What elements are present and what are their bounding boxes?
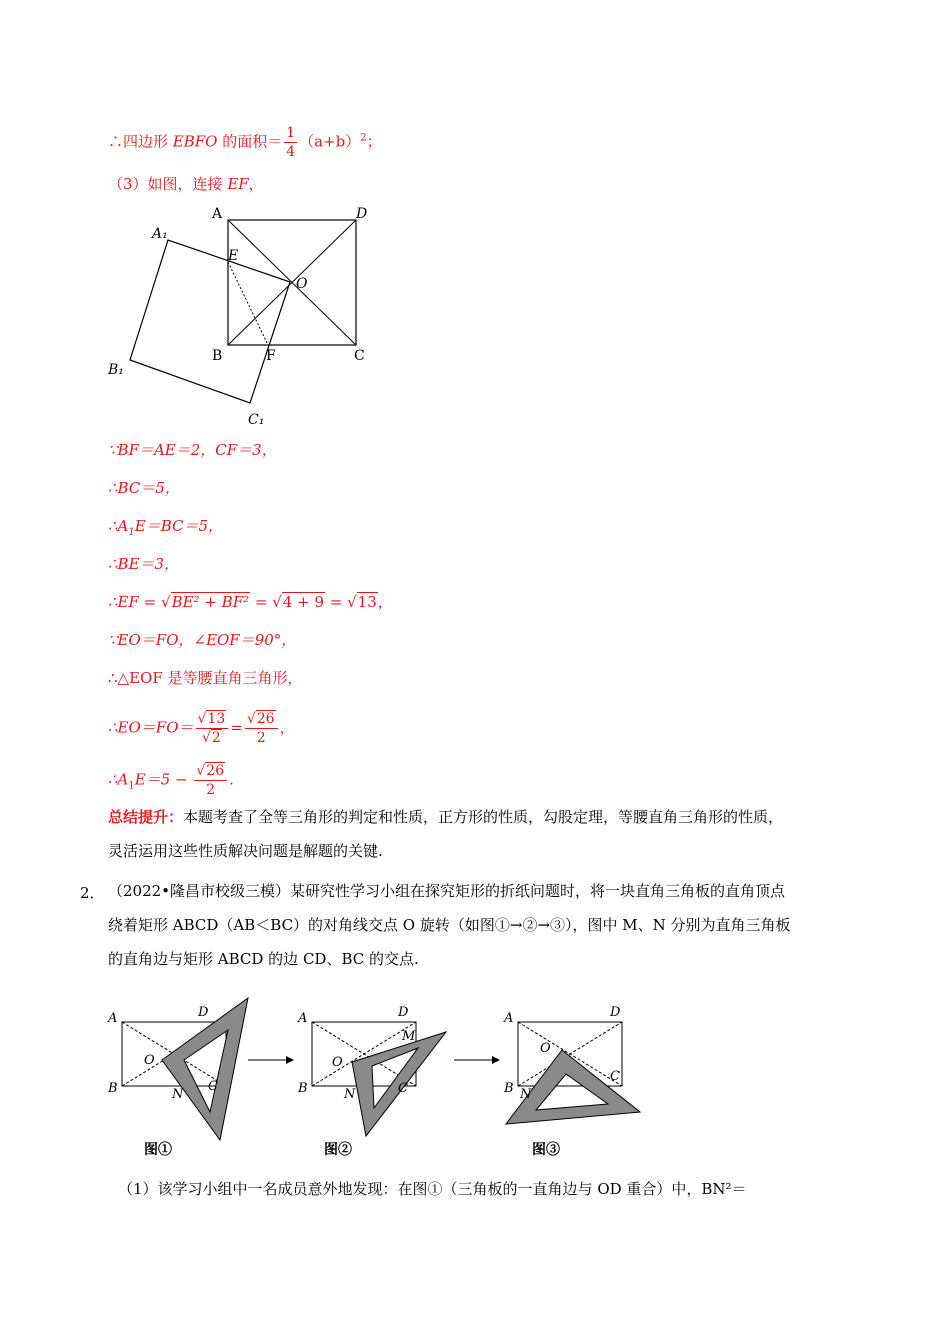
summary-text2: 灵活运用这些性质解决问题是解题的关键. [108, 842, 383, 860]
svg-text:图①: 图① [144, 1142, 172, 1158]
segment-ef [228, 262, 268, 345]
problem-number: 2． [80, 884, 105, 902]
svg-text:图③: 图③ [532, 1142, 560, 1158]
svg-text:B: B [298, 1081, 308, 1096]
fraction: $\frac{1}{4}$ [286, 125, 296, 160]
summary-block [108, 800, 868, 868]
step-ef: ∴EF = √BE² + BF² = √4 + 9 = √13， [108, 593, 393, 611]
step-bf-ae: ∵BF＝AE＝2，CF＝3， [108, 441, 277, 459]
step-isosceles: ∴△EOF 是等腰直角三角形， [108, 669, 303, 687]
rotated-square [130, 240, 290, 403]
step-eo-value: ∴EO＝FO＝ $\frac{√13}{√2}$ = $\frac{√26}{2}$ ， [108, 711, 295, 746]
svg-text:C: C [610, 1069, 620, 1084]
label-F: F [266, 348, 276, 364]
step-a1e: $\therefore A_1E=BC=5$， [108, 517, 224, 538]
label-C1: C₁ [248, 412, 265, 428]
label-C: C [354, 348, 365, 364]
svg-text:C: C [398, 1081, 408, 1096]
svg-text:N: N [520, 1087, 532, 1102]
svg-text:D: D [610, 1005, 621, 1020]
square-rotation-figure [100, 200, 380, 430]
svg-text:A: A [108, 1011, 118, 1026]
svg-text:D: D [398, 1005, 409, 1020]
label-B: B [212, 348, 223, 364]
label-B1: B₁ [108, 362, 124, 378]
summary-text1: 本题考查了全等三角形的判定和性质，正方形的性质，勾股定理，等腰直角三角形的性质， [183, 808, 784, 826]
figure-3 [503, 1005, 640, 1158]
svg-text:N: N [344, 1087, 356, 1102]
part3-intro: （3）如图，连接 EF， [108, 175, 264, 193]
step-bc: ∴BC＝5， [108, 479, 180, 497]
figure-2 [297, 1005, 446, 1158]
svg-text:B: B [108, 1081, 118, 1096]
svg-text:A: A [504, 1011, 514, 1026]
step-eo-fo: ∵EO＝FO，∠EOF＝90°， [108, 631, 297, 649]
svg-text:O: O [332, 1055, 343, 1070]
problem2-text: （2022•隆昌市校级三模）某研究性学习小组在探究矩形的折纸问题时，将一块直角三角板的直角顶点 绕着矩形 ABCD（AB＜BC）的对角线交点 O 旋转（如图①→②→③），图中 M、N 分别为直角三角板 的直角边与矩形 ABCD 的边 CD、BC 的交点. [108, 882, 791, 968]
label-O: O [296, 276, 308, 292]
question-1: （1）该学习小组中一名成员意外地发现：在图①（三角板的一直角边与 OD 重合）中，BN²＝ [118, 1180, 747, 1198]
step-a1e-value: $\therefore A_1E=5$ − $\frac{√26}{2}$ . [108, 763, 234, 798]
rotation-sequence-figure [100, 990, 660, 1160]
svg-text:C: C [208, 1079, 218, 1094]
label-A1: A₁ [152, 226, 168, 242]
svg-text:O: O [540, 1041, 551, 1056]
svg-text:M: M [402, 1029, 416, 1044]
svg-text:图②: 图② [324, 1142, 352, 1158]
label-E: E [228, 248, 239, 264]
figure-1 [107, 998, 248, 1158]
svg-text:O: O [144, 1053, 155, 1068]
svg-text:A: A [298, 1011, 308, 1026]
svg-text:D: D [198, 1005, 209, 1020]
label-A: A [212, 206, 223, 222]
svg-text:N: N [172, 1087, 184, 1102]
svg-text:B: B [504, 1081, 514, 1096]
step-be: ∴BE＝3， [108, 555, 180, 573]
label-D: D [356, 206, 368, 222]
area-result-line: ∴四边形 EBFO 的面积＝ $\frac{1}{4}$ $(a+b)^2$； [108, 125, 382, 160]
summary-label: 总结提升： [108, 808, 184, 826]
